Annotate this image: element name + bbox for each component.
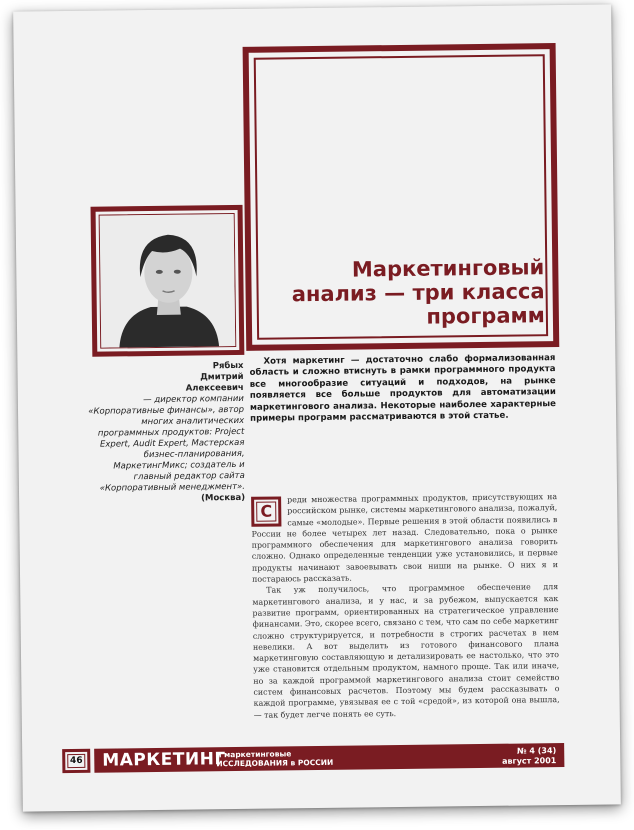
portrait-image (100, 214, 237, 349)
article-lead: Хотя маркетинг — достаточно слабо формализованная область и сложно втиснуть в рамки программного продукта все многообразие ситуаций и подходов, на рынке появляется все больше продуктов для автоматизации маркетингового анализа. Некоторые наиболее характерные примеры программ рассматриваются в этой статье. (249, 353, 557, 424)
issue-number: № 4 (34) (516, 746, 557, 756)
magazine-page (13, 4, 621, 811)
author-name-line2: Дмитрий (200, 371, 244, 383)
magazine-subtitle-line1: и маркетинговые (216, 749, 292, 760)
issue-date: август 2001 (501, 755, 557, 766)
issue-info (502, 746, 557, 766)
author-name-line3: Алексеевич (185, 382, 244, 394)
author-photo (99, 213, 237, 349)
body-paragraph-1-text: реди множества программных продуктов, присутствующих на российском рынке, системы маркетингового анализа, пожалуй, самые «молодые». Первые решения в этой области появились в России не более четырех лет назад. Следовательно, пока о рынке программного обеспечения для маркетингового анализа говорить сложно. Однако определенные тенденции уже установились, и первые продукты начинают завоевывать свои ниши на рынке. О них я и постараюсь рассказать. (251, 492, 558, 584)
magazine-banner (94, 743, 564, 773)
body-paragraph-1 (251, 491, 558, 585)
dropcap (251, 496, 281, 526)
author-photo-frame (91, 205, 245, 357)
page-footer (62, 743, 564, 773)
article-body (251, 491, 560, 721)
author-name-line1: Рябых (212, 360, 244, 372)
magazine-title: МАРКЕТИНГ (102, 749, 226, 771)
body-paragraph-2: Так уж получилось, что программное обеспечение для маркетингового анализа, и у нас, и за рубежом, выпускается как развитие программ, ориентированных на стратегическое управление финансами. Это, скорее всего, связано с тем, что сам по себе маркетинг сложно структурируется, и потребности в строгих расчетах в нем невелики. А вот выделить из готового финансового плана маркетинговую составляющую и детализировать ее настолько, что это уже становится отдельным продуктом, намного проще. Так или иначе, но за каждой программой маркетингового анализа стоит семейство систем финансовых расчетов. Поэтому мы будем рассказывать о каждой программе, увязывая ее с той «средой», из которой она вышла, — так будет легче понять ее суть. (252, 582, 560, 720)
title-frame (243, 43, 560, 351)
magazine-subtitle (216, 749, 333, 768)
author-bio: — директор компании «Корпоративные финансы», автор многих аналитических программных продуктов: Project Expert, Audit Expert, Мастерская бизнес-планирования, МаркетингМикс; создатель и главный редактор сайта «Корпоративный менеджмент». (88, 393, 246, 494)
page-number-box (62, 749, 90, 773)
author-city: (Москва) (201, 492, 246, 504)
dropcap-letter: С (256, 502, 276, 522)
magazine-subtitle-line2: ИССЛЕДОВАНИЯ в РОССИИ (216, 757, 334, 769)
article-title: Маркетинговый анализ — три класса программ (291, 255, 546, 329)
page-number: 46 (67, 754, 85, 768)
author-info (77, 361, 245, 506)
